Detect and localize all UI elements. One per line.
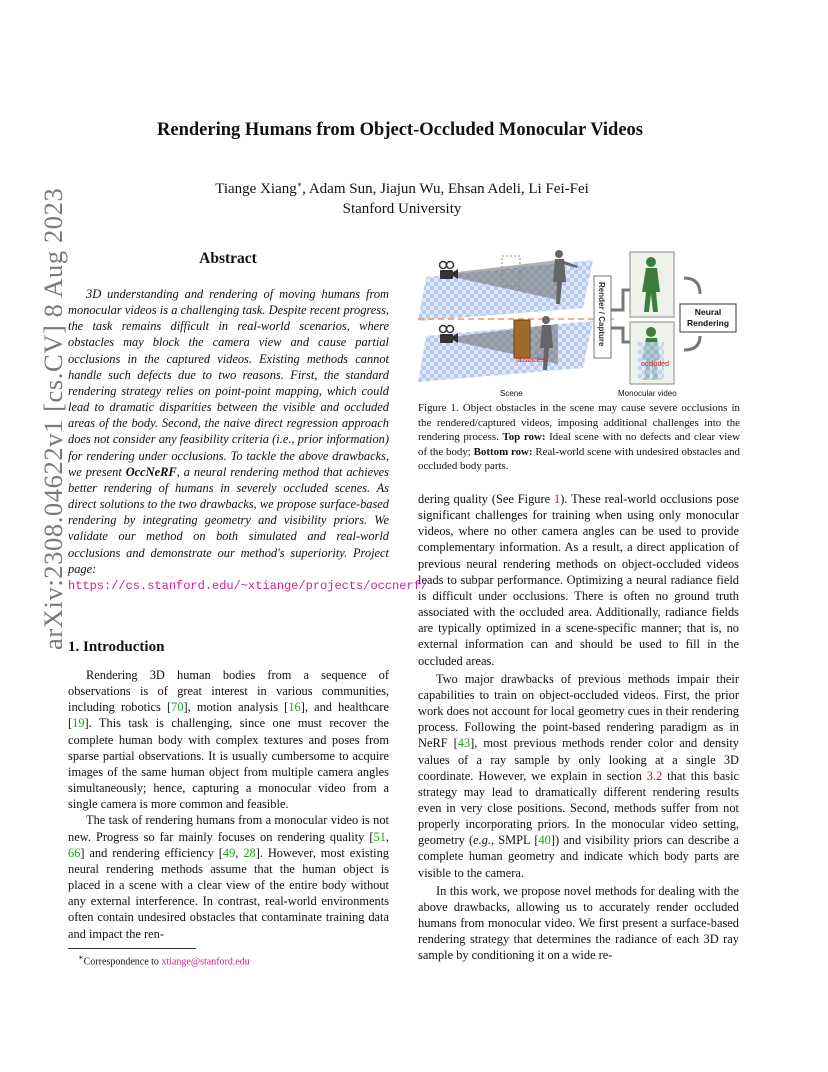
arxiv-sidebar-stamp [0,0,68,1072]
citation-link[interactable]: 66 [68,845,81,860]
footnote: ∗Correspondence to xtiange@stanford.edu [78,953,250,968]
citation-link[interactable]: 28 [243,845,256,860]
arrow-icon [611,328,630,342]
citation-link[interactable]: 16 [288,700,301,715]
arrow-icon [611,290,630,310]
neural-rendering-label: Neural Rendering [686,307,730,328]
arrow-icon [684,336,700,350]
figure-link[interactable]: 1 [554,492,561,506]
author-names: Tiange Xiang∗, Adam Sun, Jiajun Wu, Ehsan Adeli, Li Fei-Fei [215,180,589,197]
citation-link[interactable]: 43 [457,736,471,751]
figure-1-caption: Figure 1. Object obstacles in the scene may cause severe occlusions in the rendered/captured videos, imposing additional challenges into the rendering process. Top row: Ideal scene with no defects and clear view of the body; Bottom row: Real-world scene with undesired obstacles and occluded body parts. [418,402,741,472]
project-page-link[interactable]: https://cs.stanford.edu/~xtiange/projects/occnerf/ [68,578,429,593]
figure-1-illustration [418,250,740,400]
right-paragraph-3: In this work, we propose novel methods for dealing with the above drawbacks, allowing us to accurately render occluded humans from monocular video. We first present a surface-based rendering strategy that determines the radiance of each 3D ray sample by conditioning it on a wide re- [418,883,739,963]
paper-title: Rendering Humans from Object-Occluded Monocular Videos [157,120,643,140]
section-link[interactable]: 3.2 [646,768,663,783]
email-link[interactable]: xtiange@stanford.edu [161,956,250,968]
footnote-rule [68,948,196,949]
intro-paragraph-1: Rendering 3D human bodies from a sequence of observations is of great interest in various communities, including robotics [70], motion analysis [16], and healthcare [19]. This task is challenging, since one must recover the complete human body with complex textures and poses from sparse partial observations. It is usually cumbersome to acquire images of the same human object from multiple camera angles simultaneously; hence, capturing a monocular video from a single camera is more common and feasible. [68,668,389,812]
scene-label: Scene [500,389,523,398]
svg-text:Render / Capture: Render / Capture [597,282,606,347]
camera-icon [440,262,459,280]
introduction-text [68,667,389,942]
arrow-icon [684,278,700,294]
arxiv-identifier: arXiv:2308.04622v1 [cs.CV] 8 Aug 2023 [38,187,68,650]
citation-link[interactable]: 49 [222,845,236,860]
render-capture-box [594,276,611,358]
abstract-heading: Abstract [199,250,257,267]
citation-link[interactable]: 40 [538,833,551,848]
intro-paragraph-2: The task of rendering humans from a monocular video is not new. Progress so far mainly focuses on rendering quality [51, 66] and rendering efficiency [49, 28]. However, most existing neural rendering methods assume that the human object is placed in a scene with a clear view of the entire body without any external interference. In contrast, real-world environments often contain undesired obstacles that contaminate training data and impact the ren- [68,813,389,941]
citation-link[interactable]: 70 [171,700,184,715]
affiliation: Stanford University [342,201,462,217]
occluded-label: occluded [641,361,670,368]
right-paragraph-1: dering quality (See Figure 1). These real-world occlusions pose significant challenges for training when using only monocular videos, where no other camera angles can be used to provide complementary information. As a result, a direct application of previous neural rendering methods on object-occluded videos leads to subpar performance. Optimizing a neural radiance field is difficult under occlusions. There is often no ground truth associated with the occluded area. Additionally, radiance fields are typically optimized in a scene-specific manner; that is, no external information can and should be used to fill in the occluded areas. [418,492,739,668]
correspondence-mark: ∗ [296,180,303,189]
monocular-video-label: Monocular video [618,389,677,398]
right-paragraph-2: Two major drawbacks of previous methods impair their capabilities to train on object-occluded videos. First, the prior work does not account for local geometry cues in their rendering process. Following the point-based rendering paradigm as in NeRF [43], most previous methods render color and density values of a ray sample by only looking at a single 3D coordinate. However, we explain in section 3.2 that this basic strategy may lead to dramatically different rendering results even in very close positions. Second, methods suffer from not properly incorporating priors. In the monocular video setting, geometry (e.g., SMPL [40]) and visibility priors can describe a complete human geometry and indicate which body parts are visible to the camera. [418,671,740,880]
citation-link[interactable]: 19 [72,716,85,731]
method-name: OccNeRF [125,464,177,479]
abstract-body: 3D understanding and rendering of moving humans from monocular videos is a challenging task. Despite recent progress, the task remains difficult in real-world scenarios, where obstacles may block the camera view and cause partial occlusions in the captured videos. Existing methods cannot handle such defects due to two reasons. First, the standard rendering strategy relies on point-point mapping, which could lead to dramatic disparities between the visible and occluded areas of the body. Second, the naive direct regression approach does not consider any feasibility criteria (i.e., prior information) for rendering under occlusions. To tackle the above drawbacks, we present OccNeRF, a neural rendering method that achieves better rendering of humans in severely occluded scenes. As direct solutions to the two drawbacks, we propose surface-based rendering by integrating geometry and visibility priors. We validate our method on both simulated and real-world occlusions and demonstrate our method's superiority. Project page: https://cs.stanford.edu/~xtiange/projects/occnerf/ [68,287,429,593]
citation-link[interactable]: 51 [373,829,386,844]
bookshelf-obstacle [514,320,530,358]
section-heading-introduction: 1. Introduction [68,639,165,655]
author-block [0,175,804,219]
obstacles-label: obstacles [516,357,546,364]
right-column-text [418,491,739,964]
